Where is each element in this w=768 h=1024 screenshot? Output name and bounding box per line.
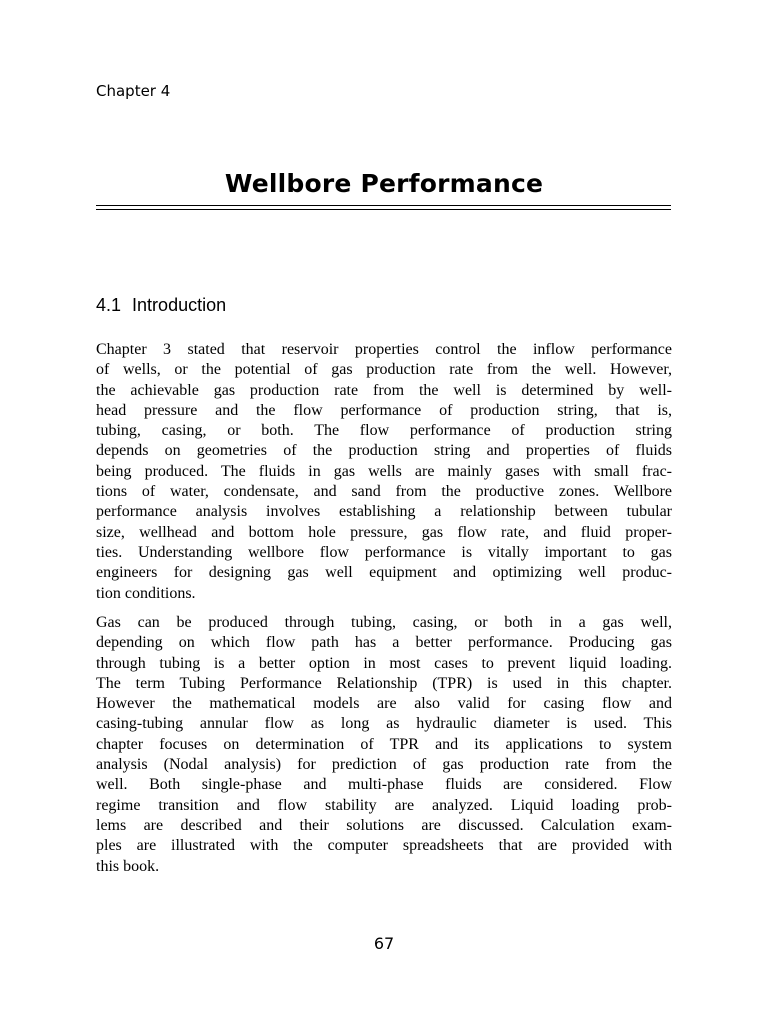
paragraph-line: ties. Understanding wellbore flow performance is vitally important to gas	[96, 543, 672, 561]
paragraph-line: chapter focuses on determination of TPR and its applications to system	[96, 735, 672, 753]
paragraph-line: analysis (Nodal analysis) for prediction of gas production rate from the	[96, 756, 672, 774]
paragraph-line: ples are illustrated with the computer spreadsheets that are provided with	[96, 837, 672, 855]
paragraph-line: being produced. The fluids in gas wells are mainly gases with small frac-	[96, 462, 672, 480]
paragraph-1	[96, 340, 672, 604]
paragraph-line: The term Tubing Performance Relationship (TPR) is used in this chapter.	[96, 674, 672, 692]
page-number: 67	[373, 934, 395, 953]
section-title: Introduction	[132, 295, 227, 315]
paragraph-line: the achievable gas production rate from the well is determined by well-	[96, 381, 672, 399]
paragraph-2	[96, 613, 672, 877]
section-number: 4.1	[96, 295, 122, 315]
paragraph-line: well. Both single-phase and multi-phase fluids are considered. Flow	[96, 776, 672, 794]
paragraph-line: casing-tubing annular flow as long as hydraulic diameter is used. This	[96, 715, 672, 733]
paragraph-line: depends on geometries of the production string and properties of fluids	[96, 442, 672, 460]
paragraph-line: size, wellhead and bottom hole pressure, gas flow rate, and fluid proper-	[96, 523, 672, 541]
section-heading	[96, 294, 226, 316]
paragraph-line: of wells, or the potential of gas production rate from the well. However,	[96, 361, 672, 379]
paragraph-line: Chapter 3 stated that reservoir properties control the inflow performance	[96, 341, 672, 358]
paragraph-line: lems are described and their solutions are discussed. Calculation exam-	[96, 816, 672, 834]
paragraph-line: through tubing is a better option in most cases to prevent liquid loading.	[96, 654, 672, 672]
paragraph-line: this book.	[96, 857, 160, 875]
title-rule-top	[96, 205, 671, 206]
paragraph-line: tion conditions.	[96, 584, 196, 602]
paragraph-line: Gas can be produced through tubing, casing, or both in a gas well,	[96, 614, 672, 631]
chapter-label: Chapter 4	[96, 82, 171, 100]
paragraph-line: regime transition and flow stability are analyzed. Liquid loading prob-	[96, 796, 672, 814]
title-rule-bottom	[96, 209, 671, 210]
chapter-title: Wellbore Performance	[224, 169, 544, 198]
paragraph-line: depending on which flow path has a better performance. Producing gas	[96, 634, 672, 652]
paragraph-line: However the mathematical models are also valid for casing flow and	[96, 695, 672, 713]
paragraph-line: tions of water, condensate, and sand from the productive zones. Wellbore	[96, 483, 672, 501]
paragraph-line: engineers for designing gas well equipment and optimizing well produc-	[96, 564, 672, 582]
paragraph-line: performance analysis involves establishing a relationship between tubular	[96, 503, 672, 521]
paragraph-line: head pressure and the flow performance of production string, that is,	[96, 401, 672, 419]
paragraph-line: tubing, casing, or both. The flow performance of production string	[96, 422, 672, 440]
